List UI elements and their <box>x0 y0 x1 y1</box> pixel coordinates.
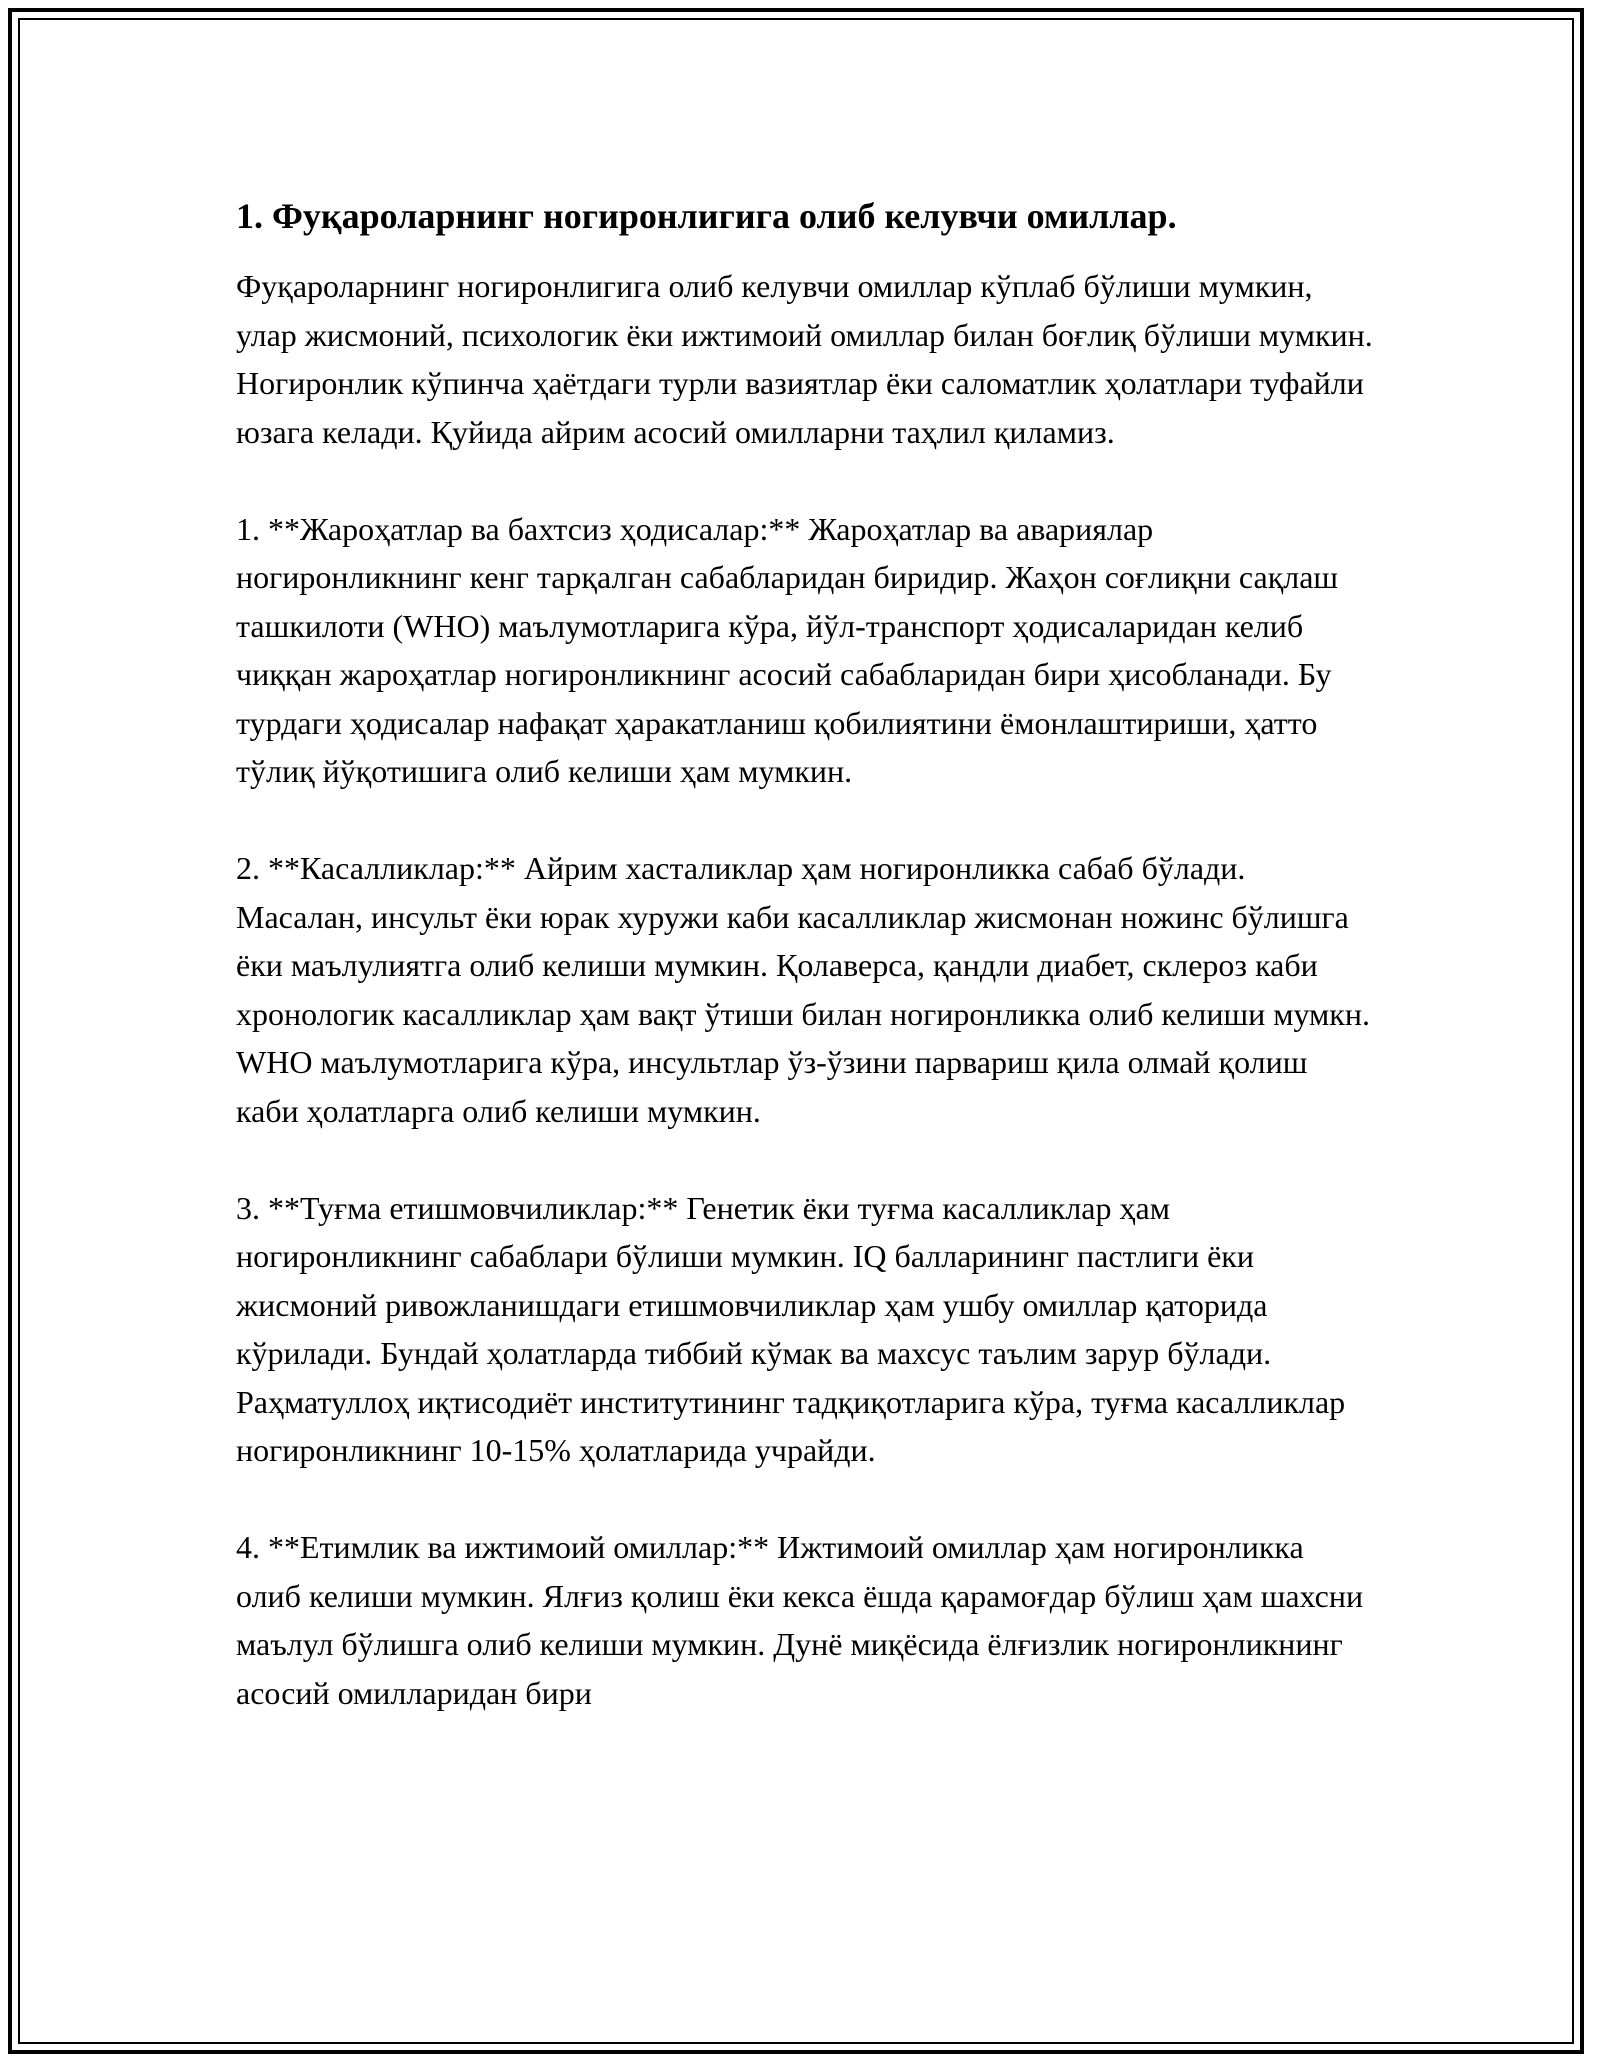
paragraph-diseases: 2. **Касалликлар:** Айрим хасталиклар ҳам ногиронликка сабаб бўлади. Масалан, инсульт ёки юрак хуружи каби касалликлар жисмонан ножинс бўлишга ёки маълулиятга олиб келиши мумкин. Қолаверса, қандли диабет, склероз каби хронологик касалликлар ҳам вақт ўтиши билан ногиронликка олиб келиши мумкн. WHO маълумотларига кўра, инсультлар ўз-ўзини парвариш қила олмай қолиш каби ҳолатларга олиб келиши мумкин. <box>236 850 1370 1129</box>
document-body <box>236 192 1376 1717</box>
paragraph-social-factors: 4. **Етимлик ва ижтимоий омиллар:** Ижтимоий омиллар ҳам ногиронликка олиб келиши мумкин. Ялғиз қолиш ёки кекса ёшда қарамоғдар бўлиш ҳам шахсни маълул бўлишга олиб келиши мумкин. Дунё миқёсида ёлғизлик ногиронликнинг асосий омилларидан бири <box>236 1529 1364 1711</box>
paragraph-injuries: 1. **Жароҳатлар ва бахтсиз ҳодисалар:** Жароҳатлар ва авариялар ногиронликнинг кенг тарқалган сабабларидан биридир. Жаҳон соғлиқни сақлаш ташкилоти (WHO) маълумотларига кўра, йўл-транспорт ҳодисаларидан келиб чиққан жароҳатлар ногиронликнинг асосий сабабларидан бири ҳисобланади. Бу турдаги ҳодисалар нафақат ҳаракатланиш қобилиятини ёмонлаштириши, ҳатто тўлиқ йўқотишига олиб келиши ҳам мумкин. <box>236 510 1339 789</box>
document-title: 1. Фуқароларнинг ногиронлигига олиб келувчи омиллар. <box>236 196 1177 236</box>
intro-paragraph: Фуқароларнинг ногиронлигига олиб келувчи омиллар кўплаб бўлиши мумкин, улар жисмоний, психологик ёки ижтимоий омиллар билан боғлиқ бўлиши мумкин. Ногиронлик кўпинча ҳаётдаги турли вазиятлар ёки саломатлик ҳолатлари туфайли юзага келади. Қуйида айрим асосий омилларни таҳлил қиламиз. <box>236 268 1373 450</box>
paragraph-congenital: 3. **Туғма етишмовчиликлар:** Генетик ёки туғма касалликлар ҳам ногиронликнинг сабаблари бўлиши мумкин. IQ балларининг пастлиги ёки жисмоний ривожланишдаги етишмовчиликлар ҳам ушбу омиллар қаторида кўрилади. Бундай ҳолатларда тиббий кўмак ва махсус таълим зарур бўлади. Раҳматуллоҳ иқтисодиёт институтининг тадқиқотларига кўра, туғма касалликлар ногиронликнинг 10-15% ҳолатларида учрайди. <box>236 1189 1346 1468</box>
